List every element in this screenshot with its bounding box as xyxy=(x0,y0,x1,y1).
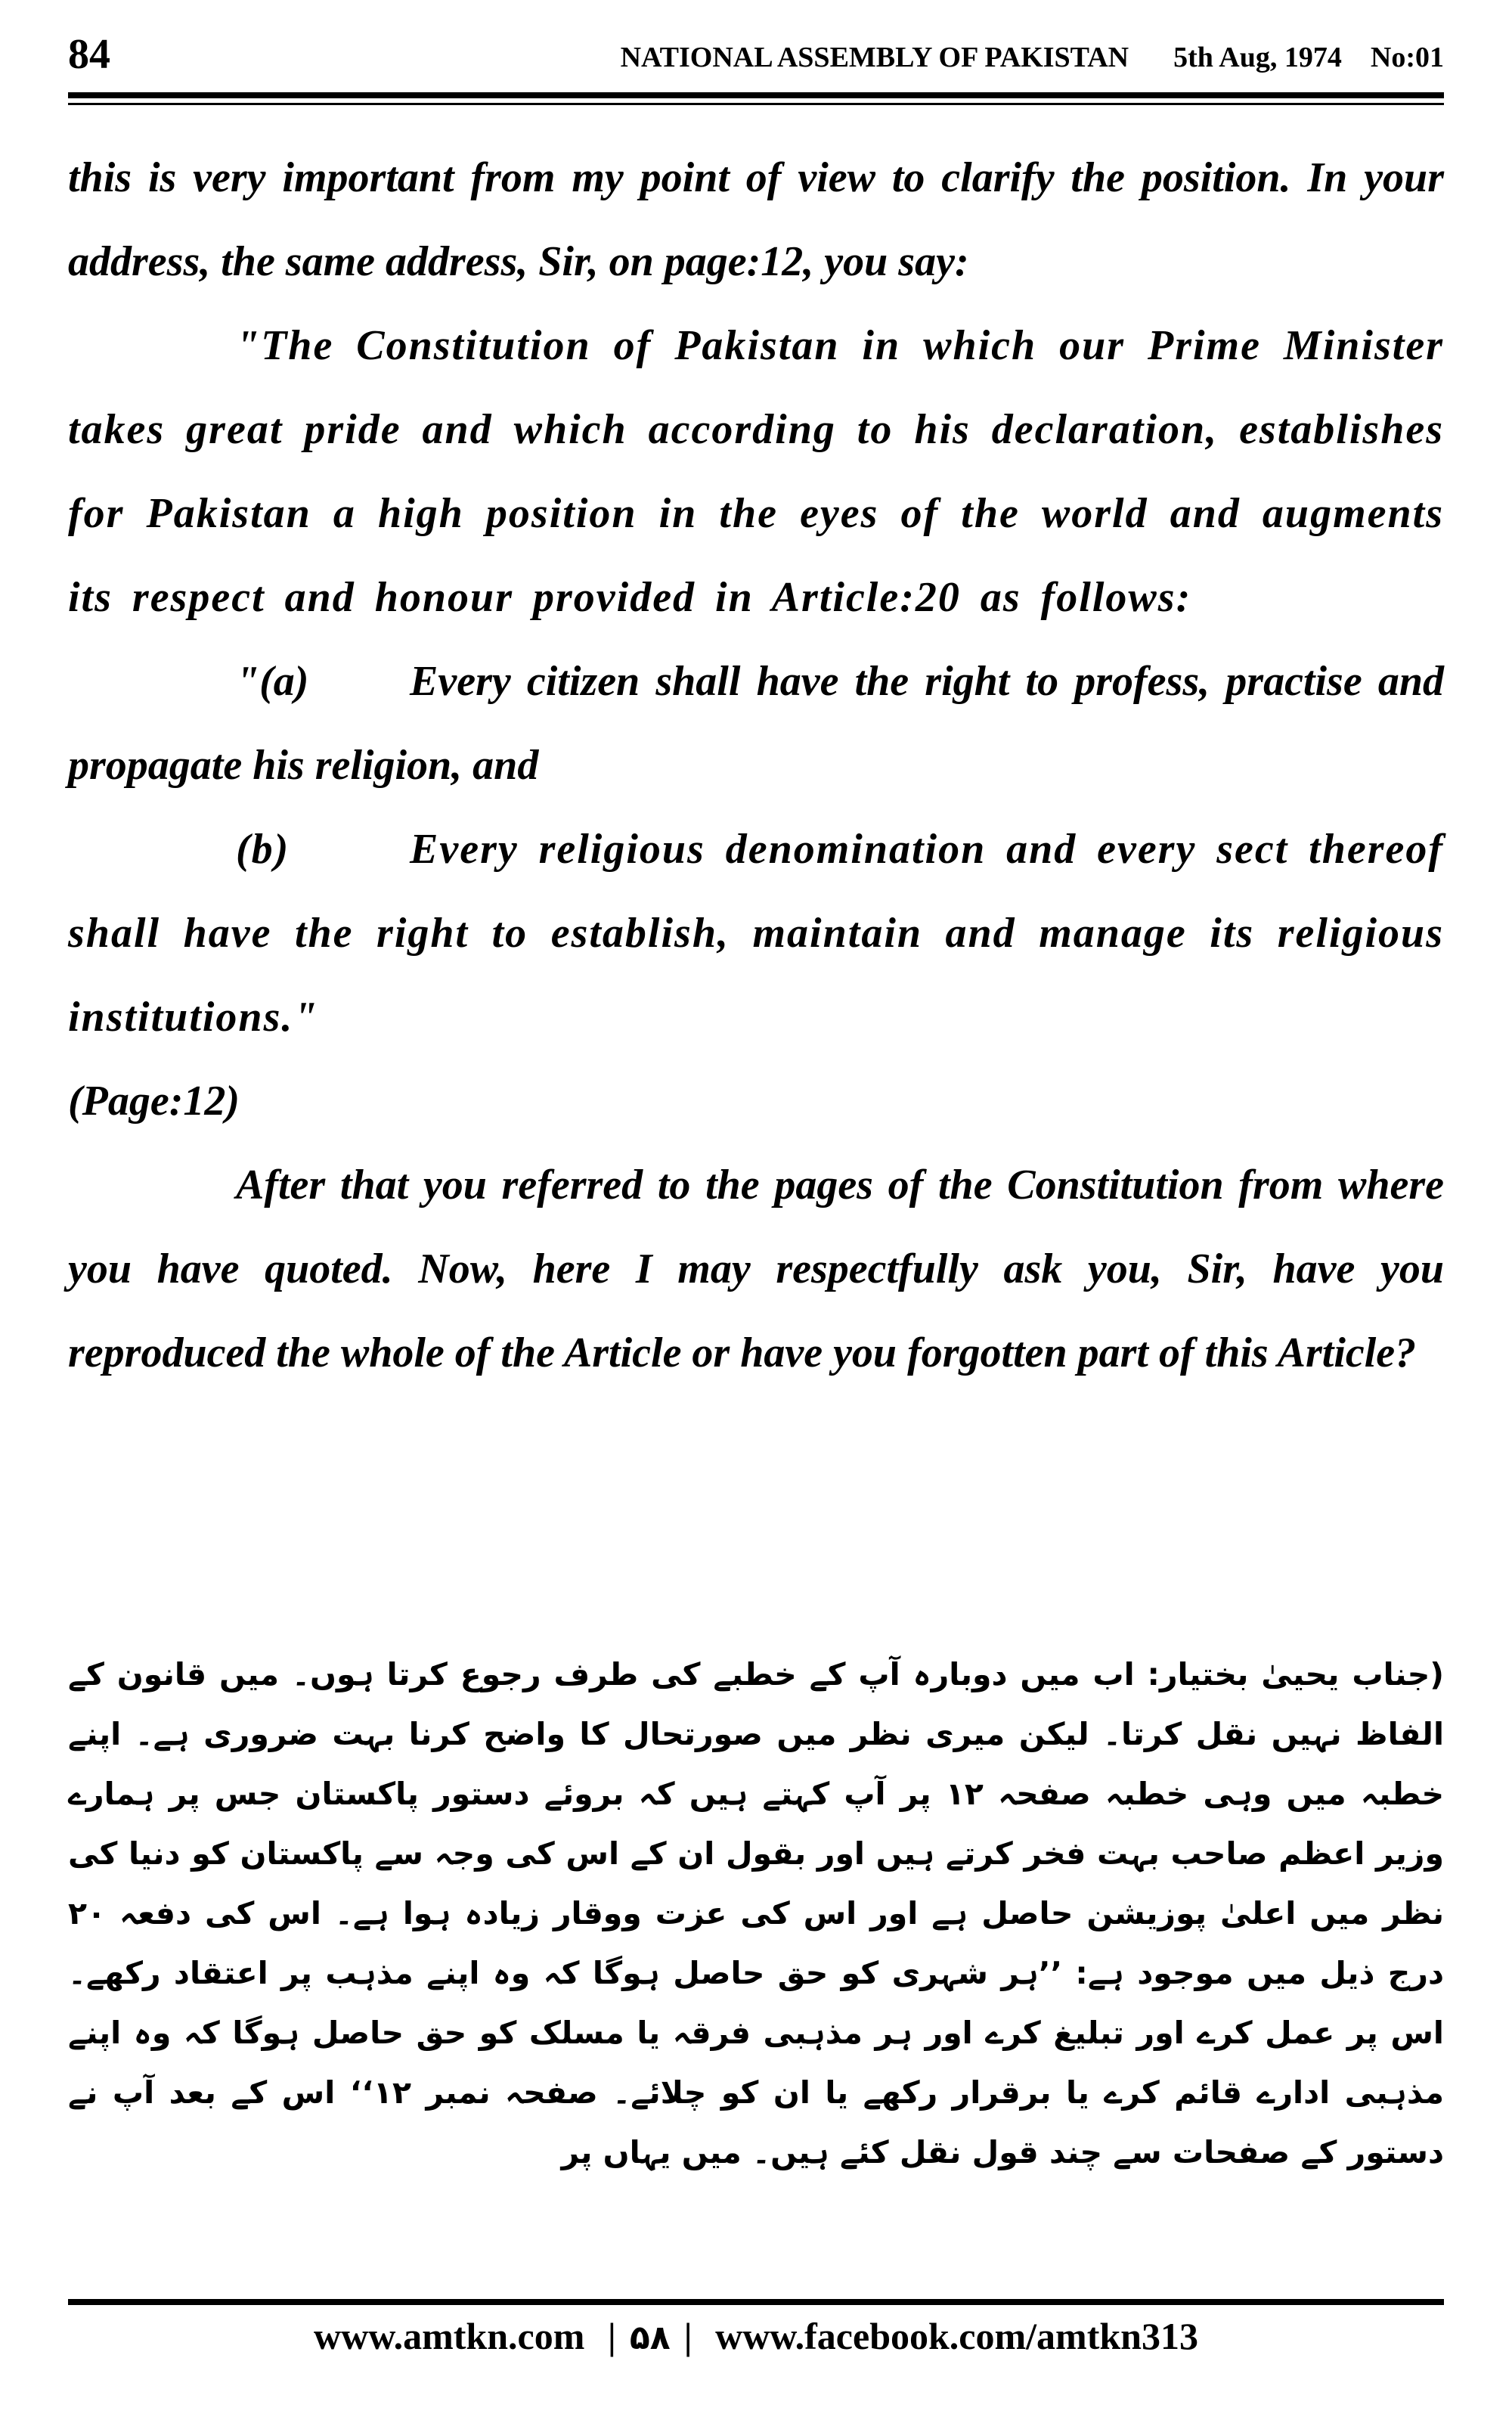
assembly-name: NATIONAL ASSEMBLY OF PAKISTAN xyxy=(620,42,1129,73)
clause-b-label: (b) xyxy=(236,826,290,873)
clause-b-text: Every religious denomination and every sect thereof shall have the right to establish, maintain and manage its religious institutions." xyxy=(68,826,1444,1041)
page-header xyxy=(68,30,1444,83)
footer-page-number: ۵۸ xyxy=(629,2319,671,2357)
urdu-paragraph: (جناب یحییٰ بختیار: اب میں دوبارہ آپ کے خطبے کی طرف رجوع کرتا ہوں۔ میں قانون کے الفاظ نہیں نقل کرتا۔ لیکن میری نظر میں صورتحال کا واضح کرنا بہت ضروری ہے۔ اپنے خطبہ میں وہی خطبہ صفحہ ۱۲ پر آپ کہتے ہیں کہ بروئے دستور پاکستان جس پر ہمارے وزیر اعظم صاحب بہت فخر کرتے ہیں اور بقول ان کے اس کی وجہ سے پاکستان کو دنیا کی نظر میں اعلیٰ پوزیشن حاصل ہے اور اس کی عزت ووقار زیادہ ہوا ہے۔ اس کی دفعہ ۲۰ درج ذیل میں موجود ہے: ’’ہر شہری کو حق حاصل ہوگا کہ وہ اپنے مذہب پر اعتقاد رکھے۔ اس پر عمل کرے اور تبلیغ کرے اور ہر مذہبی فرقہ یا مسلک کو حق حاصل ہوگا کہ وہ اپنے مذہبی ادارے قائم کرے یا برقرار رکھے یا ان کو چلائے۔ صفحہ نمبر ۱۲‘‘ اس کے بعد آپ نے دستور کے صفحات سے چند قول نقل کئے ہیں۔ میں یہاں پر xyxy=(68,1656,1444,2170)
clause-b xyxy=(68,808,1444,1060)
english-text xyxy=(68,136,1444,1395)
page-number: 84 xyxy=(68,31,110,78)
page-reference: (Page:12) xyxy=(68,1078,240,1125)
clause-a xyxy=(68,640,1444,808)
english-quote-paragraph: "The Constitution of Pakistan in which our Prime Minister takes great pride and which according to his declaration, establishes for Pakistan a high position in the eyes of the world and augments its respect and honour provided in Article:20 as follows: xyxy=(68,322,1444,621)
issue-number: No:01 xyxy=(1370,42,1444,73)
header-rule-thin xyxy=(68,103,1444,105)
footer-rule xyxy=(68,2299,1444,2305)
clause-a-label: "(a) xyxy=(236,658,309,705)
facebook-link[interactable]: www.facebook.com/amtkn313 xyxy=(715,2315,1198,2357)
urdu-text xyxy=(68,1645,1444,2183)
session-date: 5th Aug, 1974 xyxy=(1173,42,1342,73)
page-footer: www.amtkn.com | ۵۸ | www.facebook.com/amtkn313 xyxy=(314,2315,1198,2357)
website-link[interactable]: www.amtkn.com xyxy=(314,2315,585,2357)
english-paragraph-after: After that you referred to the pages of the Constitution from where you have quoted. Now, here I may respectfully ask you, Sir, have you reproduced the whole of the Article or have you forgotten part of this Article? xyxy=(68,1162,1444,1376)
clause-a-text: Every citizen shall have the right to profess, practise and propagate his religion, and xyxy=(68,658,1444,789)
english-paragraph-1: this is very important from my point of view to clarify the position. In your address, the same address, Sir, on page:12, you say: xyxy=(68,154,1444,285)
running-head xyxy=(621,41,1444,74)
header-rule-thick xyxy=(68,92,1444,98)
